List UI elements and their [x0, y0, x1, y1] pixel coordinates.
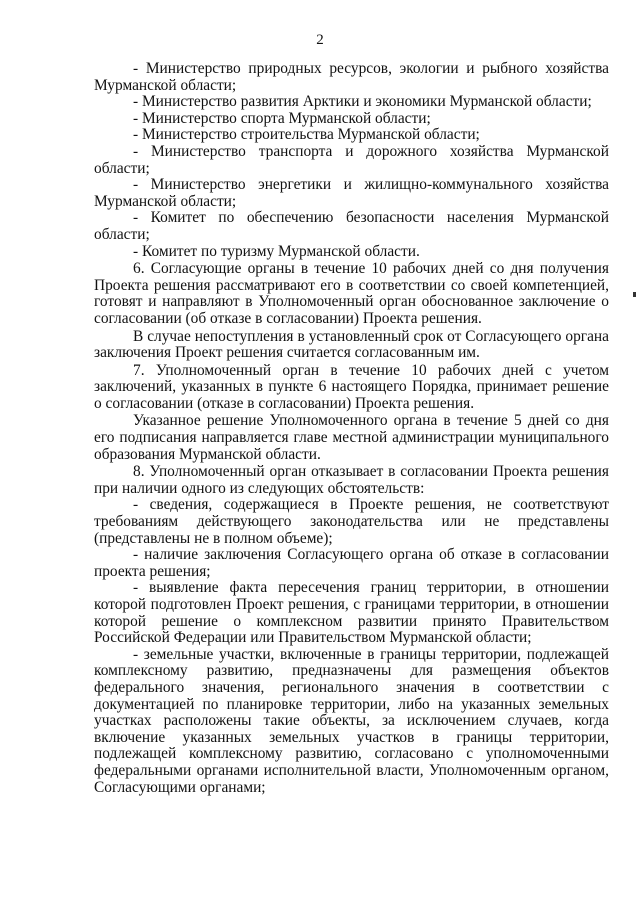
clause-6: 6. Согласующие органы в течение 10 рабочих дней со дня получения Проекта решения рассматривают его в соответствии со своей компетенцией, готовят и направляют в Уполномоченный орган обоснованное заключение о согласовании (об отказе в согласовании) Проекта решения. [94, 260, 609, 327]
list-item-committee-security: - Комитет по обеспечению безопасности населения Мурманской области; [94, 209, 609, 243]
list-item-ministry-sport: - Министерство спорта Мурманской области; [133, 109, 431, 127]
list-item-committee-tourism: - Комитет по туризму Мурманской области. [133, 242, 420, 260]
clause-8: 8. Уполномоченный орган отказывает в согласовании Проекта решения при наличии одного из следующих обстоятельств: [94, 463, 609, 497]
clause-6-note: В случае непоступления в установленный срок от Согласующего органа заключения Проект решения считается согласованным им. [94, 327, 609, 362]
clause-7: 7. Уполномоченный орган в течение 10 рабочих дней с учетом заключений, указанных в пункте 6 настоящего Порядка, принимает решение о согласовании (отказе в согласовании) Проекта решения. [94, 361, 609, 412]
list-item-ministry-construction: - Министерство строительства Мурманской области; [133, 126, 480, 144]
clause-7-note: Указанное решение Уполномоченного органа в течение 5 дней со дня его подписания направляется главе местной администрации муниципального образования Мурманской области. [94, 412, 609, 463]
margin-mark [633, 292, 636, 297]
list-item-ministry-natural-resources: - Министерство природных ресурсов, экологии и рыбного хозяйства Мурманской области; [94, 60, 609, 94]
refusal-ground-conclusion: - наличие заключения Согласующего органа об отказе в согласовании проекта решения; [94, 546, 609, 580]
refusal-ground-boundaries: - выявление факта пересечения границ территории, в отношении которой подготовлен Проект решения, с границами территории, в отношении которой решение о комплексном развитии принято Правительством Российской Федерации или Правительством Мурманской области; [94, 579, 609, 647]
list-item-ministry-arctic: - Министерство развития Арктики и экономики Мурманской области; [133, 93, 592, 111]
refusal-ground-info: - сведения, содержащиеся в Проекте решения, не соответствуют требованиям действующего законодательства или не представлены (представлены не в полном объеме); [94, 496, 609, 547]
document-body [94, 61, 609, 796]
page-number: 2 [316, 32, 324, 48]
list-item-ministry-energy: - Министерство энергетики и жилищно-коммунального хозяйства Мурманской области; [94, 176, 609, 210]
refusal-ground-land-plots: - земельные участки, включенные в границы территории, подлежащей комплексному развитию, предназначены для размещения объектов федерального значения, регионального значения в соответствии с документацией по планировке территории, либо на указанных земельных участках расположены такие объекты, за исключением случаев, когда включение указанных земельных участков в границы территории, подлежащей комплексному развитию, согласовано с уполномоченными федеральными органами исполнительной власти, Уполномоченным органом, Согласующими органами; [94, 645, 609, 796]
list-item-ministry-transport: - Министерство транспорта и дорожного хозяйства Мурманской области; [94, 142, 609, 177]
